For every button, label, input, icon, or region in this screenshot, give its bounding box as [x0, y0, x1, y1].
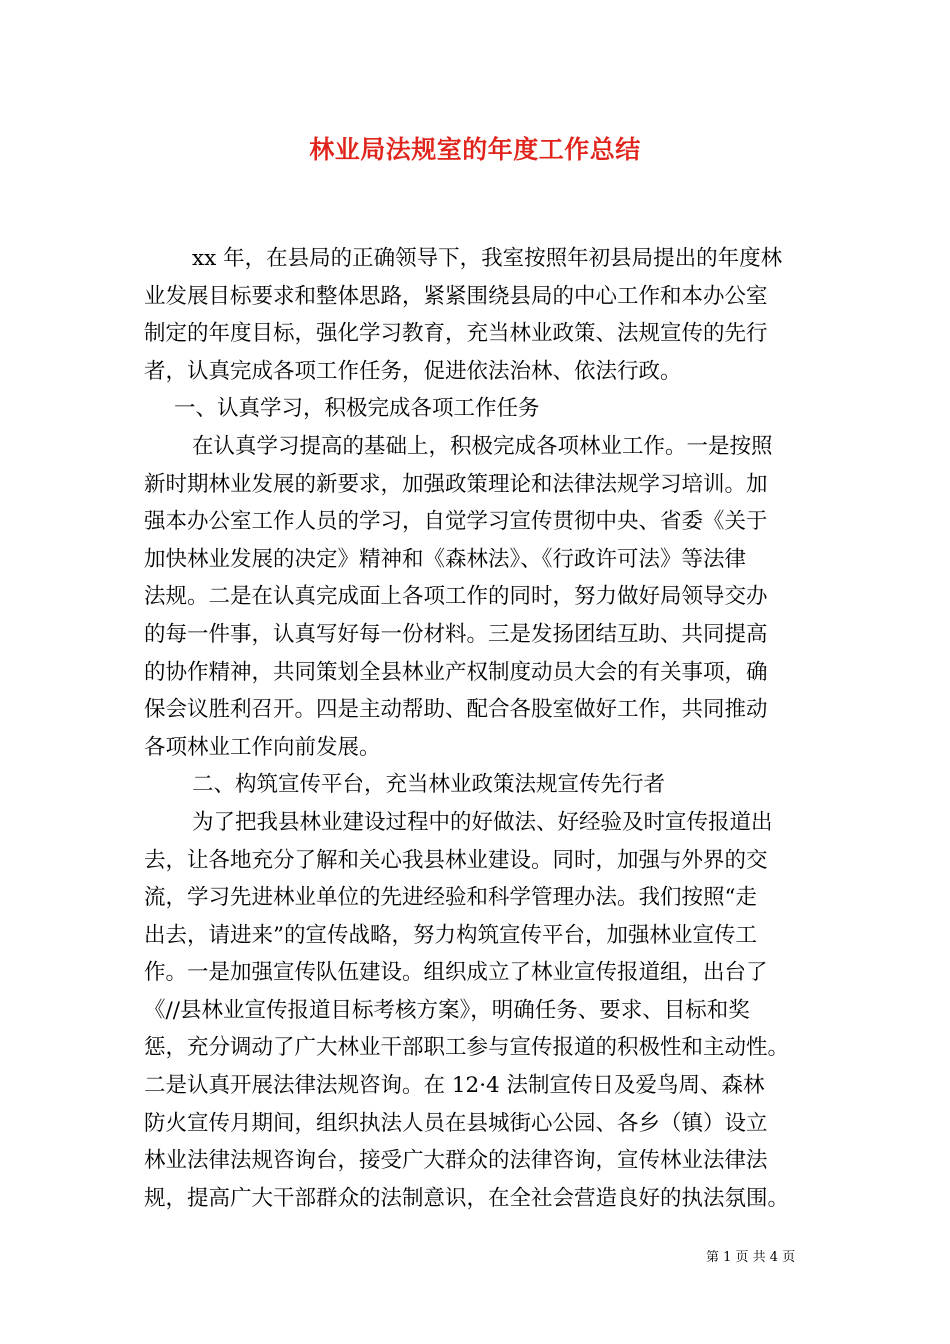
body-line: 流，学习先进林业单位的先进经验和科学管理办法。我们按照“走	[144, 885, 757, 911]
page-number: 第 1 页 共 4 页	[706, 1250, 796, 1265]
body-line: 规，提高广大干部群众的法制意识，在全社会营造良好的执法氛围。	[144, 1185, 790, 1211]
body-line: 在认真学习提高的基础上，积极完成各项林业工作。一是按照	[192, 433, 773, 459]
body-line: 制定的年度目标，强化学习教育，充当林业政策、法规宣传的先行	[144, 321, 768, 347]
body-line: 为了把我县林业建设过程中的好做法、好经验及时宣传报道出	[192, 809, 773, 835]
body-line: 加快林业发展的决定》精神和《森林法》、《行政许可法》等法律	[144, 546, 747, 572]
document-body	[144, 240, 812, 1217]
body-line: 惩，充分调动了广大林业干部职工参与宣传报道的积极性和主动性。	[144, 1035, 790, 1061]
body-line: 二是认真开展法律法规咨询。在 12·4 法制宣传日及爱鸟周、森林	[144, 1073, 765, 1099]
body-line: 业发展目标要求和整体思路，紧紧围绕县局的中心工作和本办公室	[144, 283, 768, 309]
body-line: 的协作精神，共同策划全县林业产权制度动员大会的有关事项，确	[144, 659, 768, 685]
body-line: xx 年，在县局的正确领导下，我室按照年初县局提出的年度林	[192, 246, 783, 271]
body-line: 《//县林业宣传报道目标考核方案》，明确任务、要求、目标和奖	[144, 997, 750, 1023]
document-title: 林业局法规室的年度工作总结	[309, 135, 641, 164]
body-line: 林业法律法规咨询台，接受广大群众的法律咨询，宣传林业法律法	[144, 1148, 768, 1174]
body-line: 的每一件事，认真写好每一份材料。三是发扬团结互助、共同提高	[144, 621, 768, 647]
section-heading-1: 一、认真学习，积极完成各项工作任务	[174, 396, 540, 422]
body-line: 作。一是加强宣传队伍建设。组织成立了林业宣传报道组，出台了	[144, 960, 768, 986]
body-line: 强本办公室工作人员的学习，自觉学习宣传贯彻中央、省委《关于	[144, 509, 768, 535]
body-line: 防火宣传月期间，组织执法人员在县城街心公园、各乡（镇）设立	[144, 1110, 768, 1136]
body-line: 者，认真完成各项工作任务，促进依法治林、依法行政。	[144, 358, 682, 384]
body-line: 出去，请进来”的宣传战略，努力构筑宣传平台，加强林业宣传工	[144, 922, 757, 948]
section-heading-2: 二、构筑宣传平台，充当林业政策法规宣传先行者	[192, 772, 666, 798]
body-line: 保会议胜利召开。四是主动帮助、配合各股室做好工作，共同推动	[144, 697, 768, 723]
body-line: 法规。二是在认真完成面上各项工作的同时，努力做好局领导交办	[144, 584, 768, 610]
body-line: 新时期林业发展的新要求，加强政策理论和法律法规学习培训。加	[144, 471, 768, 497]
body-line: 各项林业工作向前发展。	[144, 734, 381, 760]
body-line: 去，让各地充分了解和关心我县林业建设。同时，加强与外界的交	[144, 847, 768, 873]
